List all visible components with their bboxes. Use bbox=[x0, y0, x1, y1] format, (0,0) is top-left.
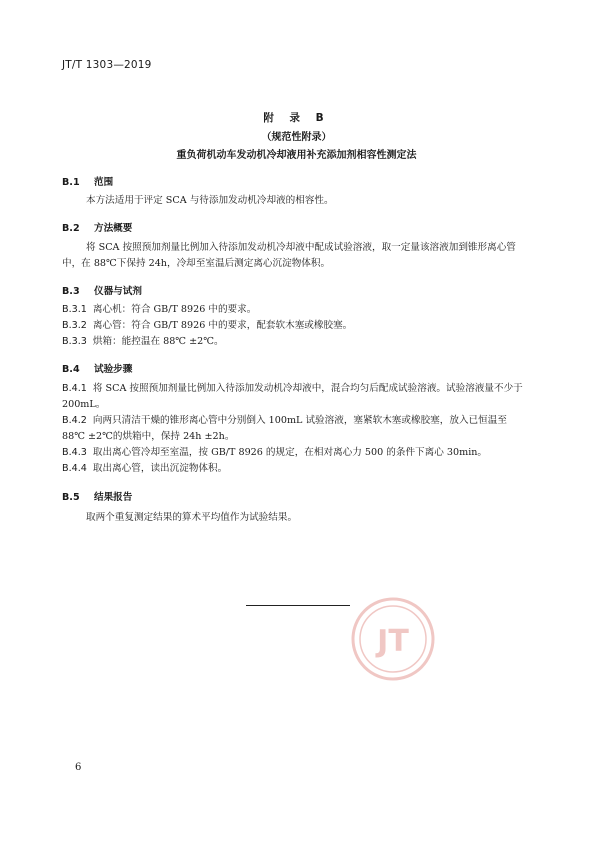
section-number: B.2 bbox=[62, 223, 80, 234]
appendix-type: （规范性附录） bbox=[261, 132, 332, 143]
item-number: B.3.1 bbox=[62, 304, 87, 315]
item-text: 取出离心管，读出沉淀物体积。 bbox=[92, 463, 228, 474]
item-text: 烘箱：能控温在 88℃ ±2℃。 bbox=[92, 336, 224, 347]
section-title: 试验步骤 bbox=[94, 364, 133, 375]
section-title: 结果报告 bbox=[94, 492, 133, 503]
item-number: B.3.2 bbox=[62, 320, 87, 331]
page-number: 6 bbox=[75, 762, 82, 773]
section-title: 方法概要 bbox=[94, 223, 133, 234]
section-title: 仪器与试剂 bbox=[94, 286, 142, 297]
section-number: B.3 bbox=[62, 286, 80, 297]
appendix-title: 附 录 B bbox=[263, 112, 330, 124]
item-number: B.3.3 bbox=[62, 336, 87, 347]
procedure-step bbox=[62, 461, 532, 477]
item-number: B.4.1 bbox=[62, 383, 87, 394]
item-text: 离心机：符合 GB/T 8926 中的要求。 bbox=[92, 304, 257, 315]
item-text: 将 SCA 按照预加剂量比例加入待添加发动机冷却液中，混合均匀后配成试验溶液。试验溶液量不少于 200mL。 bbox=[62, 383, 523, 410]
apparatus-item bbox=[62, 334, 532, 350]
document-code-header: JT/T 1303—2019 bbox=[62, 59, 152, 71]
report-paragraph: 取两个重复测定结果的算术平均值作为试验结果。 bbox=[86, 512, 298, 523]
section-number: B.5 bbox=[62, 492, 80, 503]
procedure-step bbox=[62, 445, 532, 461]
item-number: B.4.4 bbox=[62, 463, 87, 474]
appendix-name: 重负荷机动车发动机冷却液用补充添加剂相容性测定法 bbox=[176, 150, 417, 161]
procedure-step bbox=[62, 413, 532, 445]
item-number: B.4.3 bbox=[62, 447, 87, 458]
item-text: 取出离心管冷却至室温，按 GB/T 8926 的规定，在相对离心力 500 的条件下离心 30min。 bbox=[92, 447, 488, 458]
item-text: 向两只清洁干燥的锥形离心管中分别倒入 100mL 试验溶液，塞紧软木塞或橡胶塞，放入已恒温至 88℃ ±2℃的烘箱中，保持 24h ±2h。 bbox=[62, 415, 507, 442]
stamp-text: JT bbox=[377, 624, 409, 659]
section-heading-b5 bbox=[62, 489, 132, 503]
section-heading-b3 bbox=[62, 283, 142, 297]
summary-paragraph: 将 SCA 按照预加剂量比例加入待添加发动机冷却液中配成试验溶液，取一定量该溶液加到锥形离心管中，在 88℃下保持 24h，冷却至室温后测定离心沉淀物体积。 bbox=[62, 242, 516, 269]
section-title: 范围 bbox=[94, 177, 114, 188]
apparatus-item bbox=[62, 302, 532, 318]
item-number: B.4.2 bbox=[62, 415, 87, 426]
item-text: 离心管：符合 GB/T 8926 中的要求，配套软木塞或橡胶塞。 bbox=[92, 320, 353, 331]
jt-watermark-stamp bbox=[350, 596, 436, 682]
section-heading-b2 bbox=[62, 220, 132, 234]
procedure-step bbox=[62, 381, 532, 413]
end-rule bbox=[246, 605, 350, 606]
scope-paragraph: 本方法适用于评定 SCA 与待添加发动机冷却液的相容性。 bbox=[86, 195, 334, 206]
section-heading-b4 bbox=[62, 361, 132, 375]
section-number: B.1 bbox=[62, 177, 80, 188]
section-heading-b1 bbox=[62, 174, 113, 188]
apparatus-item bbox=[62, 318, 532, 334]
section-number: B.4 bbox=[62, 364, 80, 375]
